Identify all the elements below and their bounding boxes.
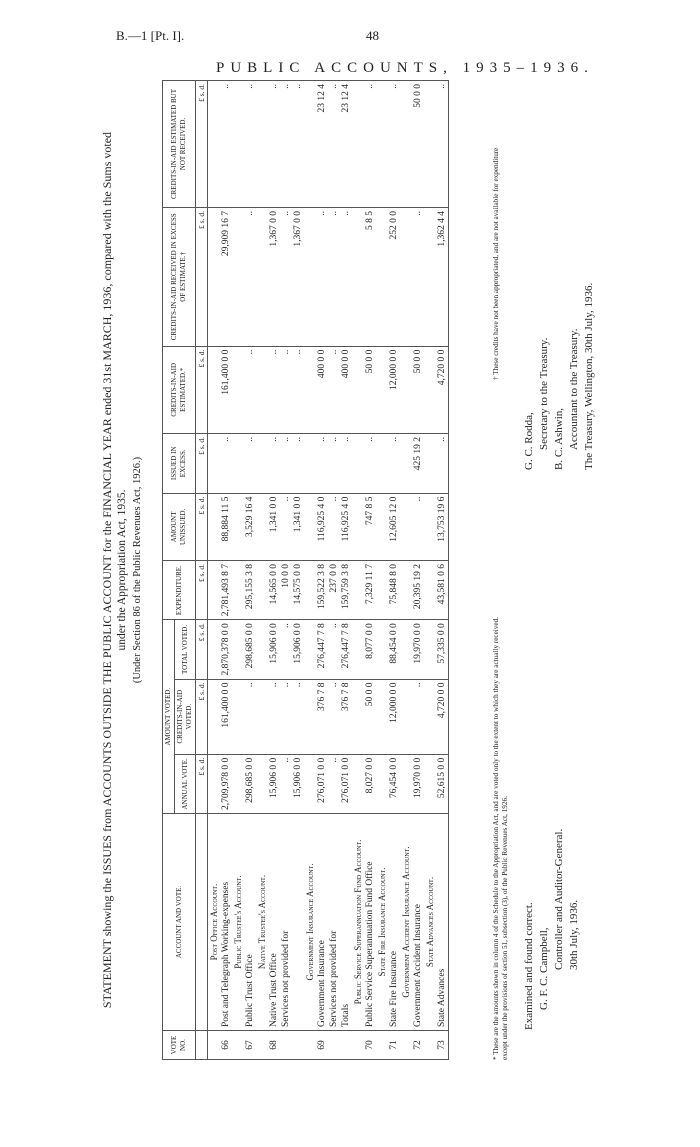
amount-credits-voted: .. [280, 679, 292, 754]
vote-number: 69 [316, 1031, 328, 1060]
table-row [268, 81, 280, 1060]
amount-annual: 15,906 0 0 [292, 754, 304, 813]
group-empty-cell [208, 208, 221, 347]
group-empty-cell [256, 754, 268, 813]
amount-total: 88,454 0 0 [388, 620, 400, 679]
group-empty-cell [424, 81, 436, 208]
amount-total: 8,077 0 0 [364, 620, 376, 679]
auditor-date: 30th July, 1936. [568, 899, 580, 970]
account-group-name: Post Office Account. [208, 814, 221, 1031]
currency-unit: £ s. d. [196, 346, 208, 433]
amount-credits-excess: .. [412, 208, 424, 347]
amount-expenditure: 2,781,493 8 7 [220, 561, 232, 620]
group-empty-cell [424, 620, 436, 679]
amount-expenditure: 20,395 19 2 [412, 561, 424, 620]
amount-estimated: 50 0 0 [364, 346, 376, 433]
header-issued-excess: ISSUED IN EXCESS. [163, 433, 196, 493]
header-expenditure: EXPENDITURE. [163, 561, 196, 620]
amount-not-received: .. [220, 81, 232, 208]
amount-expenditure: 14,565 0 0 [268, 561, 280, 620]
group-empty-cell [256, 208, 268, 347]
group-empty-cell [352, 433, 364, 493]
group-empty-cell [376, 433, 388, 493]
currency-unit: £ s. d. [196, 493, 208, 560]
amount-not-received: .. [268, 81, 280, 208]
currency-unit: £ s. d. [196, 208, 208, 347]
account-group-name: State Fire Insurance Account. [376, 814, 388, 1031]
amount-not-received: 23 12 4 [340, 81, 352, 208]
group-empty-cell [376, 620, 388, 679]
amount-unissued: 12,605 12 0 [388, 493, 400, 560]
group-empty-cell [376, 561, 388, 620]
group-empty-cell [208, 81, 221, 208]
amount-annual: 276,071 0 0 [340, 754, 352, 813]
group-empty-cell [352, 493, 364, 560]
amount-total: 57,335 0 0 [436, 620, 449, 679]
group-empty-cell [400, 433, 412, 493]
amount-credits-voted: 4,720 0 0 [436, 679, 449, 754]
header-unissued: AMOUNT UNISSUED. [163, 493, 196, 560]
group-empty-cell [232, 679, 244, 754]
group-empty-cell [424, 679, 436, 754]
table-row [364, 81, 376, 1060]
account-group-name: Government Accident Insurance Account. [400, 814, 412, 1031]
group-empty-cell [400, 679, 412, 754]
group-empty-cell [376, 754, 388, 813]
accountant-title: Accountant to the Treasury. [568, 328, 580, 450]
statement-title: STATEMENT showing the ISSUES from ACCOUNTS OUTSIDE THE PUBLIC ACCOUNT for the FINANCIAL YEAR ended 31st MARCH, 1936, compared with the Sums voted [100, 131, 114, 1009]
account-group-row [304, 81, 316, 1060]
amount-total: 298,685 0 0 [244, 620, 256, 679]
vote-number [280, 1031, 292, 1060]
table-row [340, 81, 352, 1060]
amount-estimated: .. [244, 346, 256, 433]
amount-excess: .. [388, 433, 400, 493]
amount-expenditure: 43,581 0 6 [436, 561, 449, 620]
rotated-statement-sheet [100, 70, 595, 1070]
amount-credits-excess: .. [280, 208, 292, 347]
account-group-name: Native Trustee's Account. [256, 814, 268, 1031]
amount-excess: .. [244, 433, 256, 493]
amount-total: 2,870,378 0 0 [220, 620, 232, 679]
group-empty-cell [304, 561, 316, 620]
amount-credits-excess: .. [316, 208, 328, 347]
treasury-place-date: The Treasury, Wellington, 30th July, 1936. [583, 282, 595, 470]
amount-not-received: .. [292, 81, 304, 208]
currency-unit: £ s. d. [196, 81, 208, 208]
group-vote-cell [232, 1031, 244, 1060]
amount-annual: 52,615 0 0 [436, 754, 449, 813]
vote-name: Government Accident Insurance [412, 814, 424, 1031]
group-empty-cell [376, 493, 388, 560]
account-group-row [376, 81, 388, 1060]
header-credits-excess: CREDITS-IN-AID RECEIVED IN EXCESS OF ESTIMATE.† [163, 208, 196, 347]
group-empty-cell [424, 493, 436, 560]
table-row [328, 81, 340, 1060]
group-vote-cell [352, 1031, 364, 1060]
amount-total: .. [328, 620, 340, 679]
group-empty-cell [304, 433, 316, 493]
group-empty-cell [256, 561, 268, 620]
amount-credits-voted: .. [328, 679, 340, 754]
group-empty-cell [232, 620, 244, 679]
amount-credits-voted: 161,400 0 0 [220, 679, 232, 754]
group-empty-cell [208, 346, 221, 433]
currency-cell [196, 814, 208, 1031]
group-empty-cell [232, 208, 244, 347]
amount-unissued: 747 8 5 [364, 493, 376, 560]
group-empty-cell [256, 679, 268, 754]
table-row [292, 81, 304, 1060]
group-empty-cell [256, 493, 268, 560]
amount-estimated: 400 0 0 [340, 346, 352, 433]
vote-name [292, 814, 304, 1031]
statement-subtitle: under the Appropriation Act, 1935. [116, 489, 128, 651]
account-group-name: Government Insurance Account. [304, 814, 316, 1031]
vote-number: 70 [364, 1031, 376, 1060]
amount-estimated: .. [268, 346, 280, 433]
group-empty-cell [208, 561, 221, 620]
table-row [280, 81, 292, 1060]
amount-unissued: 1,341 0 0 [292, 493, 304, 560]
amount-credits-excess: 1,367 0 0 [268, 208, 280, 347]
group-empty-cell [208, 493, 221, 560]
header-amount-voted: AMOUNT VOTED. [163, 620, 175, 814]
group-empty-cell [304, 346, 316, 433]
header-account-vote: ACCOUNT AND VOTE. [163, 814, 196, 1031]
amount-total: 15,906 0 0 [292, 620, 304, 679]
amount-excess: .. [220, 433, 232, 493]
amount-excess: .. [340, 433, 352, 493]
amount-unissued: 116,925 4 0 [340, 493, 352, 560]
table-row [244, 81, 256, 1060]
amount-credits-excess: .. [340, 208, 352, 347]
group-empty-cell [232, 346, 244, 433]
header-total-voted: TOTAL VOTED. [175, 620, 196, 679]
amount-unissued: 3,529 16 4 [244, 493, 256, 560]
running-title: PUBLIC ACCOUNTS, 1935–1936. [216, 60, 594, 76]
account-group-row [352, 81, 364, 1060]
group-empty-cell [304, 679, 316, 754]
account-group-name: Public Trustee's Account. [232, 814, 244, 1031]
currency-unit: £ s. d. [196, 754, 208, 813]
vote-number: 73 [436, 1031, 449, 1060]
amount-expenditure: 14,575 0 0 [292, 561, 304, 620]
amount-expenditure: 10 0 0 [280, 561, 292, 620]
amount-expenditure: 159,522 3 8 [316, 561, 328, 620]
footnote-star: * These are the amounts shown in column 4 of the Schedule to the Appropriation Act, and are voted only to the extent to which they are actually received. [492, 617, 500, 1060]
group-empty-cell [352, 81, 364, 208]
amount-unissued: .. [280, 493, 292, 560]
auditor-signature-block [522, 829, 582, 1030]
vote-name: State Advances [436, 814, 449, 1031]
amount-unissued: .. [412, 493, 424, 560]
amount-estimated: 4,720 0 0 [436, 346, 449, 433]
group-empty-cell [400, 208, 412, 347]
amount-total: 15,906 0 0 [268, 620, 280, 679]
group-empty-cell [424, 433, 436, 493]
vote-name: Public Service Superannuation Fund Office [364, 814, 376, 1031]
amount-excess: .. [328, 433, 340, 493]
vote-name: Services not provided for [280, 814, 292, 1031]
group-empty-cell [424, 208, 436, 347]
amount-expenditure: 75,848 8 0 [388, 561, 400, 620]
amount-credits-excess: 5 8 5 [364, 208, 376, 347]
amount-credits-voted: 50 0 0 [364, 679, 376, 754]
group-empty-cell [376, 81, 388, 208]
amount-not-received: 50 0 0 [412, 81, 424, 208]
vote-number: 66 [220, 1031, 232, 1060]
group-vote-cell [424, 1031, 436, 1060]
group-empty-cell [352, 208, 364, 347]
group-empty-cell [304, 81, 316, 208]
amount-annual: 2,709,978 0 0 [220, 754, 232, 813]
amount-excess: 425 19 2 [412, 433, 424, 493]
amount-expenditure: 159,759 3 8 [340, 561, 352, 620]
amount-excess: .. [364, 433, 376, 493]
footnote-star-continued: except under the provisions of section 51, subsection (3), of the Public Revenues Act, 1926. [501, 796, 509, 1060]
vote-name: Services not provided for [328, 814, 340, 1031]
header-vote-no: VOTE NO. [163, 1031, 196, 1060]
amount-credits-voted: .. [412, 679, 424, 754]
statement-heading [100, 70, 145, 1070]
amount-excess: .. [316, 433, 328, 493]
amount-credits-voted: 376 7 8 [316, 679, 328, 754]
group-empty-cell [304, 620, 316, 679]
vote-name: State Fire Insurance [388, 814, 400, 1031]
secretary-title: Secretary to the Treasury. [538, 337, 550, 450]
amount-expenditure: 237 0 0 [328, 561, 340, 620]
group-vote-cell [304, 1031, 316, 1060]
group-vote-cell [400, 1031, 412, 1060]
amount-excess: .. [436, 433, 449, 493]
amount-not-received: .. [280, 81, 292, 208]
accounts-table-body [208, 81, 449, 1060]
group-empty-cell [424, 561, 436, 620]
account-group-row [400, 81, 412, 1060]
amount-annual: 19,970 0 0 [412, 754, 424, 813]
header-credits-not-received: CREDITS-IN-AID ESTIMATED BUT NOT RECEIVED. [163, 81, 196, 208]
auditor-name: G. F. C. Campbell, [538, 927, 550, 1010]
vote-number [340, 1031, 352, 1060]
amount-unissued: 1,341 0 0 [268, 493, 280, 560]
auditor-title: Controller and Auditor-General. [553, 828, 565, 970]
vote-number: 68 [268, 1031, 280, 1060]
amount-excess: .. [292, 433, 304, 493]
group-empty-cell [232, 754, 244, 813]
header-annual-vote: ANNUAL VOTE. [175, 754, 196, 813]
amount-annual: 76,454 0 0 [388, 754, 400, 813]
table-row [412, 81, 424, 1060]
group-empty-cell [424, 346, 436, 433]
amount-unissued: 116,925 4 0 [316, 493, 328, 560]
group-vote-cell [376, 1031, 388, 1060]
amount-estimated: 50 0 0 [412, 346, 424, 433]
amount-not-received: .. [436, 81, 449, 208]
amount-annual: .. [280, 754, 292, 813]
vote-number: 67 [244, 1031, 256, 1060]
examined-note: Examined and found correct. [523, 902, 535, 1030]
group-empty-cell [304, 208, 316, 347]
amount-credits-excess: 29,909 16 7 [220, 208, 232, 347]
amount-credits-voted: 376 7 8 [340, 679, 352, 754]
amount-expenditure: 7,329 11 7 [364, 561, 376, 620]
amount-credits-excess: .. [244, 208, 256, 347]
vote-name: Public Trust Office [244, 814, 256, 1031]
account-group-row [232, 81, 244, 1060]
page-reference: B.—1 [Pt. I]. [116, 28, 185, 43]
statement-authority: (Under Section 86 of the Public Revenues Act, 1926.) [132, 456, 143, 684]
table-row [436, 81, 449, 1060]
vote-name: Government Insurance [316, 814, 328, 1031]
amount-annual: 298,685 0 0 [244, 754, 256, 813]
table-row [388, 81, 400, 1060]
group-empty-cell [208, 433, 221, 493]
amount-annual: 8,027 0 0 [364, 754, 376, 813]
amount-annual: .. [328, 754, 340, 813]
group-empty-cell [424, 754, 436, 813]
amount-credits-excess: 1,362 4 4 [436, 208, 449, 347]
group-empty-cell [256, 81, 268, 208]
group-empty-cell [352, 346, 364, 433]
group-empty-cell [352, 679, 364, 754]
currency-cell [196, 1031, 208, 1060]
amount-expenditure: 295,155 3 8 [244, 561, 256, 620]
treasury-signature-block [522, 283, 597, 470]
vote-number: 71 [388, 1031, 400, 1060]
group-empty-cell [400, 561, 412, 620]
currency-unit: £ s. d. [196, 433, 208, 493]
group-empty-cell [304, 754, 316, 813]
header-credits-estimated: CREDITS-IN-AID ESTIMATED.* [163, 346, 196, 433]
group-empty-cell [208, 754, 221, 813]
group-empty-cell [232, 433, 244, 493]
account-group-row [424, 81, 436, 1060]
header-credits-voted: CREDITS-IN-AID VOTED. [175, 679, 196, 754]
amount-not-received: .. [328, 81, 340, 208]
amount-credits-excess: 252 0 0 [388, 208, 400, 347]
account-group-name: State Advances Account. [424, 814, 436, 1031]
group-empty-cell [352, 754, 364, 813]
amount-total: 19,970 0 0 [412, 620, 424, 679]
amount-total: .. [280, 620, 292, 679]
amount-annual: 276,071 0 0 [316, 754, 328, 813]
amount-credits-excess: .. [328, 208, 340, 347]
group-empty-cell [400, 754, 412, 813]
secretary-name: G. C. Rodda, [523, 412, 535, 470]
vote-number: 72 [412, 1031, 424, 1060]
group-empty-cell [232, 493, 244, 560]
amount-credits-voted: .. [292, 679, 304, 754]
amount-not-received: 23 12 4 [316, 81, 328, 208]
amount-unissued: .. [328, 493, 340, 560]
amount-credits-voted: .. [268, 679, 280, 754]
accountant-name: B. C. Ashwin, [553, 407, 565, 470]
group-empty-cell [256, 346, 268, 433]
amount-not-received: .. [244, 81, 256, 208]
page-number: 48 [366, 28, 379, 43]
amount-estimated: .. [328, 346, 340, 433]
amount-excess: .. [280, 433, 292, 493]
amount-not-received: .. [364, 81, 376, 208]
account-group-name: Public Service Superannuation Fund Account. [352, 814, 364, 1031]
group-empty-cell [208, 679, 221, 754]
amount-estimated: .. [280, 346, 292, 433]
amount-credits-voted: .. [244, 679, 256, 754]
amount-total: 276,447 7 8 [340, 620, 352, 679]
group-empty-cell [232, 81, 244, 208]
group-empty-cell [208, 620, 221, 679]
account-group-row [208, 81, 221, 1060]
group-empty-cell [376, 679, 388, 754]
amount-estimated: 12,000 0 0 [388, 346, 400, 433]
group-empty-cell [256, 433, 268, 493]
table-row [220, 81, 232, 1060]
amount-total: 276,447 7 8 [316, 620, 328, 679]
amount-not-received: .. [388, 81, 400, 208]
amount-estimated: 161,400 0 0 [220, 346, 232, 433]
account-group-row [256, 81, 268, 1060]
group-empty-cell [400, 620, 412, 679]
currency-unit: £ s. d. [196, 679, 208, 754]
accounts-table [162, 80, 449, 1060]
group-empty-cell [376, 208, 388, 347]
group-empty-cell [232, 561, 244, 620]
group-empty-cell [352, 561, 364, 620]
currency-unit: £ s. d. [196, 620, 208, 679]
group-empty-cell [400, 81, 412, 208]
group-vote-cell [208, 1031, 221, 1060]
amount-annual: 15,906 0 0 [268, 754, 280, 813]
group-empty-cell [400, 493, 412, 560]
group-vote-cell [256, 1031, 268, 1060]
vote-number [292, 1031, 304, 1060]
currency-unit: £ s. d. [196, 561, 208, 620]
amount-estimated: 400 0 0 [316, 346, 328, 433]
vote-name: Native Trust Office [268, 814, 280, 1031]
group-empty-cell [352, 620, 364, 679]
footnote-dagger: † These credits have not been appropriated, and are not available for expenditure [492, 147, 500, 380]
vote-name: Post and Telegraph Working-expenses [220, 814, 232, 1031]
group-empty-cell [400, 346, 412, 433]
amount-excess: .. [268, 433, 280, 493]
amount-unissued: 88,884 11 5 [220, 493, 232, 560]
amount-estimated: .. [292, 346, 304, 433]
amount-credits-excess: 1,367 0 0 [292, 208, 304, 347]
amount-unissued: 13,753 19 6 [436, 493, 449, 560]
group-empty-cell [304, 493, 316, 560]
group-empty-cell [256, 620, 268, 679]
vote-number [328, 1031, 340, 1060]
vote-name: Totals [340, 814, 352, 1031]
table-row [316, 81, 328, 1060]
group-empty-cell [376, 346, 388, 433]
amount-credits-voted: 12,000 0 0 [388, 679, 400, 754]
